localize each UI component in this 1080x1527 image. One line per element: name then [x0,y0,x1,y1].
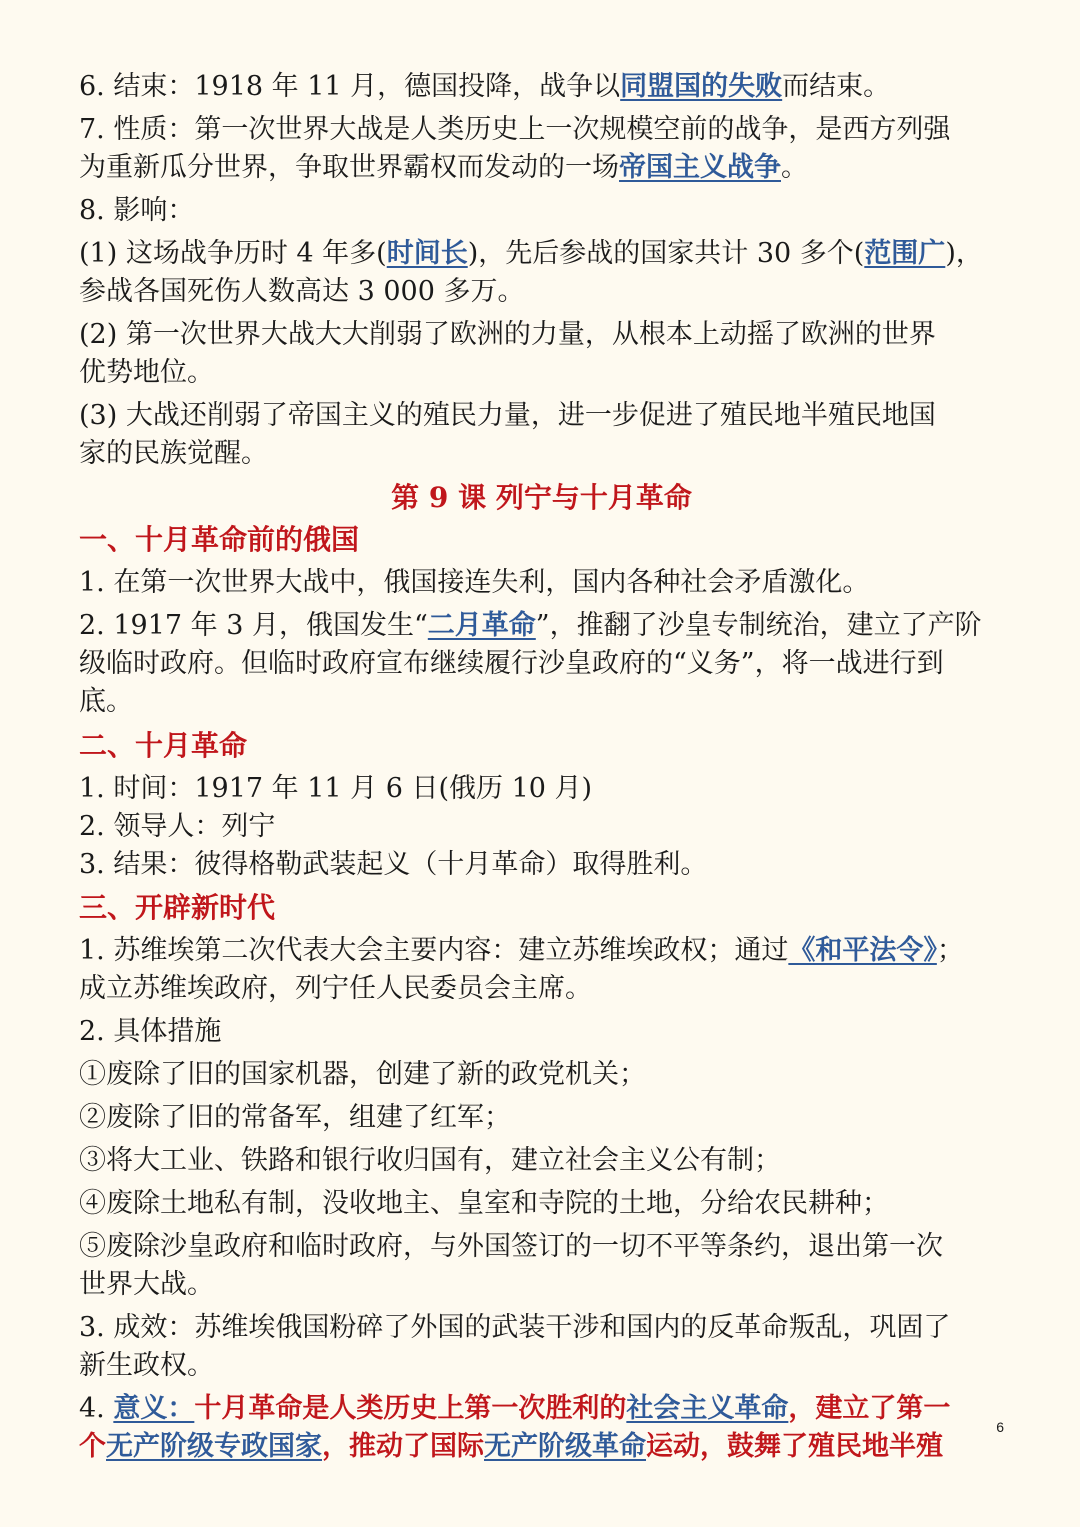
highlight-term: 帝国主义战争 [619,152,781,183]
measure-item: ⑤废除沙皇政府和临时政府，与外国签订的一切不平等条约，退出第一次 世界大战。 [79,1231,943,1300]
paragraph-impact-2: (2) 第一次世界大战大大削弱了欧洲的力量，从根本上动摇了欧洲的世界 优势地位。 [79,319,936,388]
list-item: 2. 领导人：列宁 [79,811,276,842]
section-heading: 三、开辟新时代 [79,891,276,924]
document-page [79,68,1004,1471]
highlight-term: 范围广 [864,238,946,269]
paragraph-impact-3: (3) 大战还削弱了帝国主义的殖民力量，进一步促进了殖民地半殖民地国 家的民族觉醒。 [79,400,936,469]
paragraph-impact-1: (1) 这场战争历时 4 年多(时间长)，先后参战的国家共计 30 多个(范围广)， 参战各国死伤人数高达 3 000 多万。 [79,238,983,307]
paragraph-nature: 7. 性质：第一次世界大战是人类历史上一次规模空前的战争，是西方列强 为重新瓜分世界，争取世界霸权而发动的一场帝国主义战争。 [79,114,951,183]
highlight-term: 二月革命 [427,610,536,641]
list-item: 1. 苏维埃第二次代表大会主要内容：建立苏维埃政权；通过《和平法令》； 成立苏维埃政府，列宁任人民委员会主席。 [79,935,964,1004]
measure-item: ④废除土地私有制，没收地主、皇室和寺院的土地，分给农民耕种； [79,1188,889,1219]
highlight-term: 时间长 [386,238,468,269]
list-item: 3. 结果：彼得格勒武装起义（十月革命）取得胜利。 [79,849,708,880]
section-heading: 一、十月革命前的俄国 [79,523,360,556]
page-number: 6 [996,1419,1004,1435]
paragraph-end: 6. 结束：1918 年 11 月，德国投降，战争以同盟国的失败而结束。 [79,71,891,102]
list-item: 3. 成效：苏维埃俄国粉碎了外国的武装干涉和国内的反革命叛乱，巩固了 新生政权。 [79,1312,951,1381]
highlight-term: 社会主义革命 [626,1393,789,1424]
measure-item: ②废除了旧的常备军，组建了红军； [79,1102,511,1133]
paragraph-impact-heading: 8. 影响： [79,195,195,226]
measure-item: ①废除了旧的国家机器，创建了新的政党机关； [79,1059,646,1090]
list-item-significance: 4. 意义：十月革命是人类历史上第一次胜利的社会主义革命，建立了第一 个无产阶级专政国家，推动了国际无产阶级革命运动，鼓舞了殖民地半殖 [79,1393,951,1462]
list-item: 1. 在第一次世界大战中，俄国接连失利，国内各种社会矛盾激化。 [79,567,870,598]
section-heading: 二、十月革命 [79,729,248,762]
highlight-term: 无产阶级革命 [484,1431,646,1462]
highlight-term: 《和平法令》 [788,935,937,966]
list-item: 1. 时间：1917 年 11 月 6 日(俄历 10 月) [79,773,593,804]
highlight-term: 意义： [113,1393,195,1424]
list-item: 2. 1917 年 3 月，俄国发生“二月革命”，推翻了沙皇专制统治，建立了产阶 级临时政府。但临时政府宣布继续履行沙皇政府的“义务”，将一战进行到 底。 [79,610,982,717]
highlight-term: 同盟国的失败 [620,71,783,102]
lesson-title: 第 9 课 列宁与十月革命 [391,481,692,514]
list-item: 2. 具体措施 [79,1016,222,1047]
measure-item: ③将大工业、铁路和银行收归国有，建立社会主义公有制； [79,1145,781,1176]
highlight-term: 无产阶级专政国家 [106,1431,322,1462]
